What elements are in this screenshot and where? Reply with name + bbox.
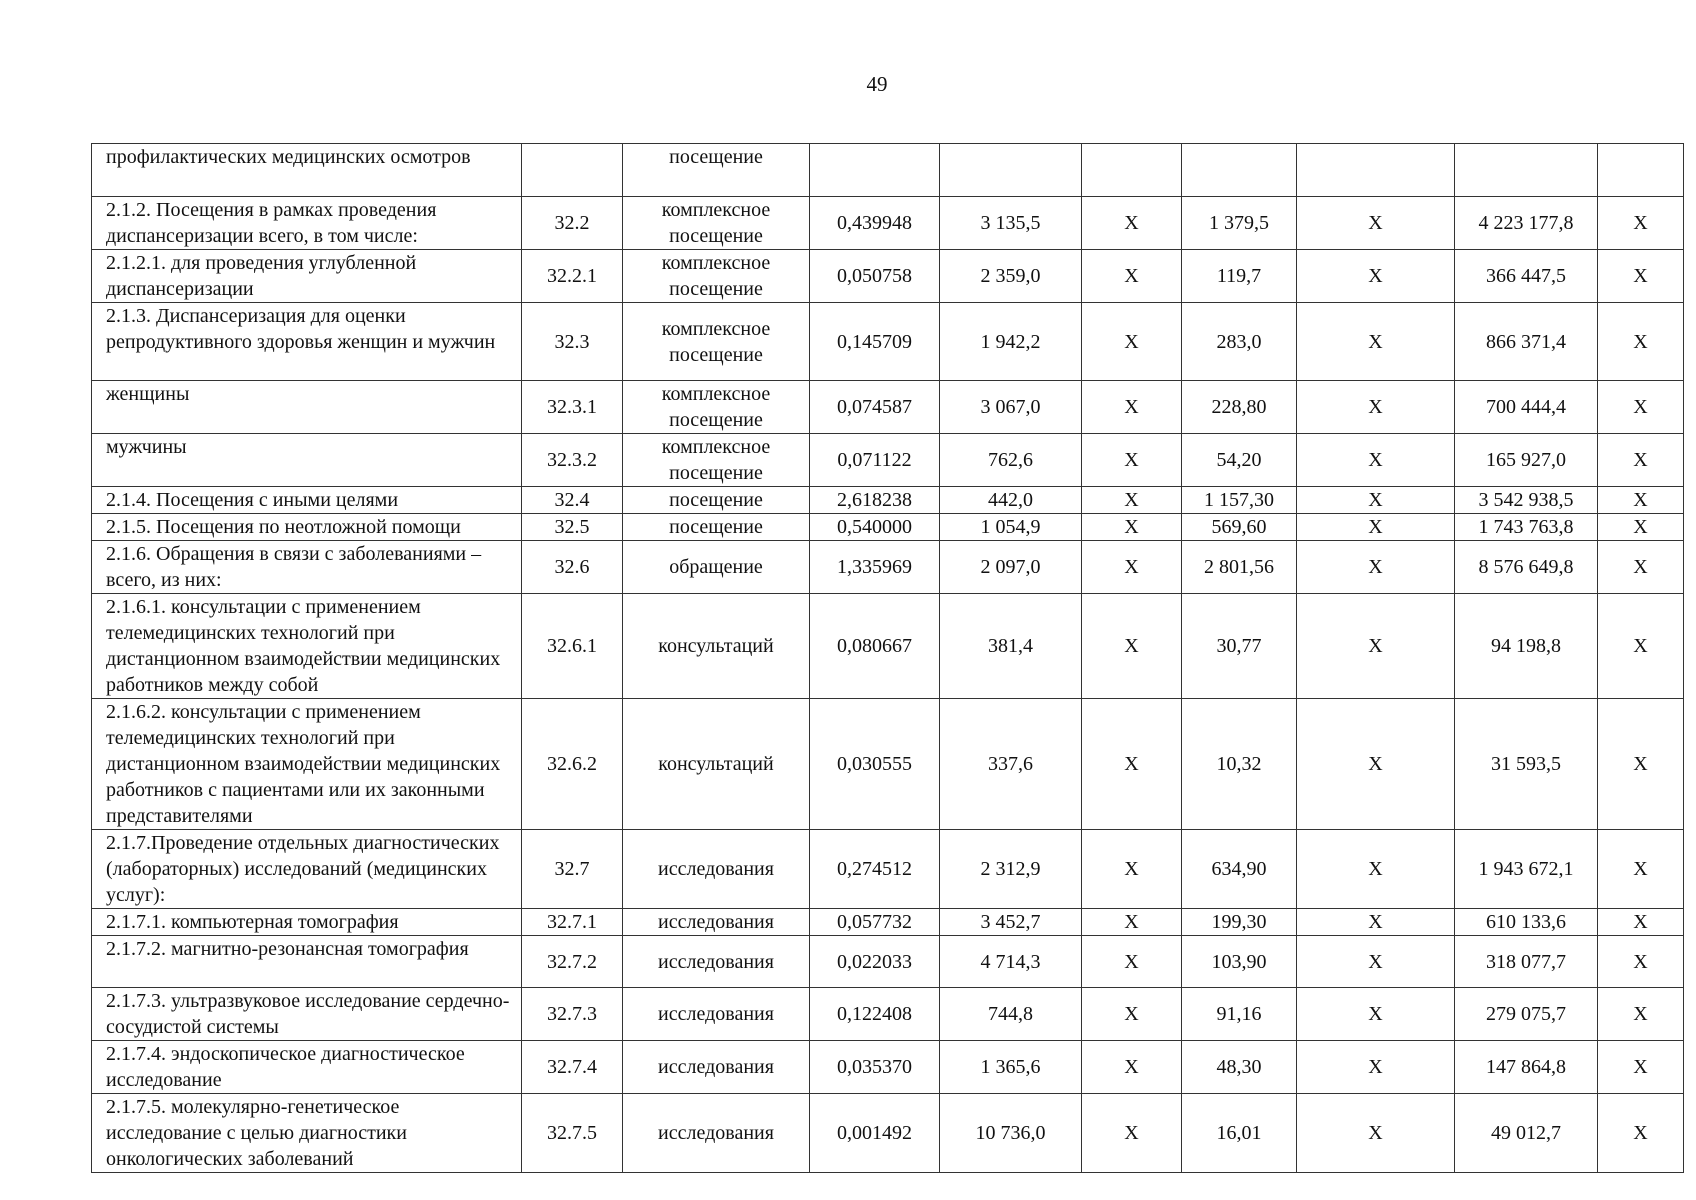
table-row (92, 250, 1684, 303)
row-value-cell: X (1598, 487, 1684, 514)
row-value-cell: 1 943 672,1 (1455, 830, 1598, 909)
row-value-cell: 49 012,7 (1455, 1094, 1598, 1173)
row-value-cell: X (1082, 699, 1182, 830)
row-value-cell: X (1082, 381, 1182, 434)
row-value-cell: 0,030555 (810, 699, 940, 830)
row-value-cell: X (1297, 909, 1455, 936)
row-value-cell: 700 444,4 (1455, 381, 1598, 434)
row-value-cell: 2 801,56 (1182, 541, 1297, 594)
row-code-cell: 32.7 (522, 830, 623, 909)
row-code-cell: 32.7.2 (522, 936, 623, 988)
row-unit-cell: комплексное посещение (623, 197, 810, 250)
row-value-cell: 442,0 (940, 487, 1082, 514)
table-row (92, 434, 1684, 487)
row-unit-cell: комплексное посещение (623, 250, 810, 303)
row-value-cell: 3 135,5 (940, 197, 1082, 250)
row-value-cell: 1 379,5 (1182, 197, 1297, 250)
row-value-cell: 16,01 (1182, 1094, 1297, 1173)
row-value-cell: 0,022033 (810, 936, 940, 988)
row-value-cell: 569,60 (1182, 514, 1297, 541)
row-value-cell: 0,035370 (810, 1041, 940, 1094)
row-unit-cell: обращение (623, 541, 810, 594)
row-value-cell: X (1598, 381, 1684, 434)
row-value-cell: 4 714,3 (940, 936, 1082, 988)
row-value-cell: X (1082, 988, 1182, 1041)
row-unit-cell: комплексное посещение (623, 381, 810, 434)
row-value-cell: X (1082, 250, 1182, 303)
row-unit-cell: исследования (623, 830, 810, 909)
row-value-cell: X (1297, 1094, 1455, 1173)
row-value-cell: 2 312,9 (940, 830, 1082, 909)
row-value-cell: X (1598, 514, 1684, 541)
row-name-cell: женщины (92, 381, 522, 434)
row-unit-cell: исследования (623, 1041, 810, 1094)
row-value-cell: X (1297, 514, 1455, 541)
row-code-cell: 32.3.1 (522, 381, 623, 434)
row-value-cell: 0,074587 (810, 381, 940, 434)
row-unit-cell: комплексное посещение (623, 303, 810, 381)
row-value-cell: X (1598, 250, 1684, 303)
row-value-cell: 3 067,0 (940, 381, 1082, 434)
row-value-cell (940, 144, 1082, 197)
row-value-cell: 94 198,8 (1455, 594, 1598, 699)
row-unit-cell: исследования (623, 909, 810, 936)
row-name-cell: 2.1.7.5. молекулярно-генетическое исследование с целью диагностики онкологических заболеваний (92, 1094, 522, 1173)
row-value-cell: 634,90 (1182, 830, 1297, 909)
row-value-cell: X (1598, 699, 1684, 830)
row-value-cell: X (1297, 381, 1455, 434)
table-row (92, 936, 1684, 988)
row-value-cell (1182, 144, 1297, 197)
row-code-cell (522, 144, 623, 197)
row-unit-cell: посещение (623, 144, 810, 197)
row-value-cell: 91,16 (1182, 988, 1297, 1041)
row-name-cell: 2.1.3. Диспансеризация для оценки репродуктивного здоровья женщин и мужчин (92, 303, 522, 381)
row-name-cell: мужчины (92, 434, 522, 487)
row-value-cell: 3 542 938,5 (1455, 487, 1598, 514)
row-name-cell: 2.1.7.2. магнитно-резонансная томография (92, 936, 522, 988)
row-value-cell: 2 097,0 (940, 541, 1082, 594)
row-value-cell: 744,8 (940, 988, 1082, 1041)
row-code-cell: 32.2 (522, 197, 623, 250)
row-value-cell: X (1082, 197, 1182, 250)
row-value-cell: 318 077,7 (1455, 936, 1598, 988)
row-name-cell: 2.1.6.2. консультации с применением телемедицинских технологий при дистанционном взаимодействии медицинских работников с пациентами или их законными представителями (92, 699, 522, 830)
row-value-cell: 1 942,2 (940, 303, 1082, 381)
row-name-cell: 2.1.7.1. компьютерная томография (92, 909, 522, 936)
row-code-cell: 32.7.1 (522, 909, 623, 936)
row-value-cell: 0,050758 (810, 250, 940, 303)
row-value-cell: X (1082, 1094, 1182, 1173)
row-value-cell: X (1082, 830, 1182, 909)
row-value-cell: X (1297, 988, 1455, 1041)
row-value-cell: 279 075,7 (1455, 988, 1598, 1041)
row-value-cell: X (1082, 514, 1182, 541)
table-row (92, 1094, 1684, 1173)
row-name-cell: 2.1.7.Проведение отдельных диагностических (лабораторных) исследований (медицинских услуг): (92, 830, 522, 909)
row-value-cell: 0,145709 (810, 303, 940, 381)
row-value-cell: X (1082, 434, 1182, 487)
row-value-cell (810, 144, 940, 197)
table-row (92, 303, 1684, 381)
row-value-cell: 103,90 (1182, 936, 1297, 988)
row-code-cell: 32.7.4 (522, 1041, 623, 1094)
row-value-cell: X (1297, 303, 1455, 381)
row-value-cell: 48,30 (1182, 1041, 1297, 1094)
row-code-cell: 32.6 (522, 541, 623, 594)
row-value-cell: 4 223 177,8 (1455, 197, 1598, 250)
row-value-cell: X (1598, 936, 1684, 988)
row-value-cell: 147 864,8 (1455, 1041, 1598, 1094)
row-name-cell: 2.1.7.3. ультразвуковое исследование сердечно-сосудистой системы (92, 988, 522, 1041)
row-code-cell: 32.6.1 (522, 594, 623, 699)
row-value-cell: X (1082, 487, 1182, 514)
row-name-cell: 2.1.4. Посещения с иными целями (92, 487, 522, 514)
row-value-cell: 1,335969 (810, 541, 940, 594)
row-value-cell: X (1598, 594, 1684, 699)
row-name-cell: 2.1.2. Посещения в рамках проведения диспансеризации всего, в том числе: (92, 197, 522, 250)
row-name-cell: 2.1.6.1. консультации с применением телемедицинских технологий при дистанционном взаимодействии медицинских работников между собой (92, 594, 522, 699)
row-code-cell: 32.7.5 (522, 1094, 623, 1173)
row-unit-cell: посещение (623, 514, 810, 541)
row-value-cell: 866 371,4 (1455, 303, 1598, 381)
row-value-cell (1455, 144, 1598, 197)
row-value-cell: X (1082, 594, 1182, 699)
row-value-cell: 31 593,5 (1455, 699, 1598, 830)
row-value-cell: 3 452,7 (940, 909, 1082, 936)
row-code-cell: 32.7.3 (522, 988, 623, 1041)
table-row (92, 487, 1684, 514)
row-value-cell: 0,071122 (810, 434, 940, 487)
row-value-cell: 8 576 649,8 (1455, 541, 1598, 594)
row-value-cell: 381,4 (940, 594, 1082, 699)
row-value-cell: X (1598, 303, 1684, 381)
table-row (92, 988, 1684, 1041)
row-value-cell: X (1082, 541, 1182, 594)
row-value-cell: 283,0 (1182, 303, 1297, 381)
row-value-cell (1082, 144, 1182, 197)
table-row (92, 699, 1684, 830)
table-row (92, 514, 1684, 541)
table-row (92, 197, 1684, 250)
row-name-cell: 2.1.6. Обращения в связи с заболеваниями – всего, из них: (92, 541, 522, 594)
page-number: 49 (866, 72, 888, 96)
row-value-cell: X (1082, 1041, 1182, 1094)
row-value-cell: 1 743 763,8 (1455, 514, 1598, 541)
row-value-cell: 199,30 (1182, 909, 1297, 936)
row-value-cell: 165 927,0 (1455, 434, 1598, 487)
row-code-cell: 32.5 (522, 514, 623, 541)
row-name-cell: 2.1.7.4. эндоскопическое диагностическое исследование (92, 1041, 522, 1094)
row-value-cell: 2 359,0 (940, 250, 1082, 303)
row-value-cell: X (1297, 541, 1455, 594)
row-value-cell: 30,77 (1182, 594, 1297, 699)
row-value-cell: 0,122408 (810, 988, 940, 1041)
row-code-cell: 32.3 (522, 303, 623, 381)
row-value-cell: X (1297, 487, 1455, 514)
table-row (92, 144, 1684, 197)
row-code-cell: 32.2.1 (522, 250, 623, 303)
data-table (91, 143, 1684, 1173)
row-unit-cell: исследования (623, 936, 810, 988)
row-value-cell: X (1297, 936, 1455, 988)
row-value-cell: 1 054,9 (940, 514, 1082, 541)
row-value-cell: X (1297, 699, 1455, 830)
table-row (92, 594, 1684, 699)
row-value-cell: X (1297, 197, 1455, 250)
row-value-cell: X (1598, 197, 1684, 250)
table-row (92, 909, 1684, 936)
row-value-cell: X (1082, 303, 1182, 381)
row-value-cell: 610 133,6 (1455, 909, 1598, 936)
row-value-cell: 0,274512 (810, 830, 940, 909)
row-value-cell: 54,20 (1182, 434, 1297, 487)
row-value-cell: X (1297, 594, 1455, 699)
row-unit-cell: посещение (623, 487, 810, 514)
row-unit-cell: исследования (623, 1094, 810, 1173)
row-value-cell: 0,057732 (810, 909, 940, 936)
row-value-cell: X (1082, 936, 1182, 988)
row-value-cell: 1 157,30 (1182, 487, 1297, 514)
row-value-cell: 762,6 (940, 434, 1082, 487)
row-value-cell: 0,540000 (810, 514, 940, 541)
table-row (92, 541, 1684, 594)
row-value-cell: 228,80 (1182, 381, 1297, 434)
row-value-cell: 366 447,5 (1455, 250, 1598, 303)
row-value-cell: 119,7 (1182, 250, 1297, 303)
row-value-cell: X (1598, 541, 1684, 594)
row-code-cell: 32.3.2 (522, 434, 623, 487)
row-value-cell: X (1598, 909, 1684, 936)
table-row (92, 381, 1684, 434)
row-value-cell: 0,439948 (810, 197, 940, 250)
row-value-cell: 10,32 (1182, 699, 1297, 830)
row-value-cell: 2,618238 (810, 487, 940, 514)
row-name-cell: 2.1.5. Посещения по неотложной помощи (92, 514, 522, 541)
row-value-cell: 337,6 (940, 699, 1082, 830)
row-code-cell: 32.6.2 (522, 699, 623, 830)
row-value-cell: X (1598, 988, 1684, 1041)
row-value-cell: X (1598, 1094, 1684, 1173)
row-unit-cell: консультаций (623, 699, 810, 830)
row-value-cell: 0,001492 (810, 1094, 940, 1173)
row-value-cell: X (1297, 1041, 1455, 1094)
row-value-cell (1598, 144, 1684, 197)
table-row (92, 830, 1684, 909)
row-value-cell: X (1082, 909, 1182, 936)
row-value-cell: X (1598, 830, 1684, 909)
row-value-cell: X (1598, 1041, 1684, 1094)
row-value-cell: X (1598, 434, 1684, 487)
row-value-cell: X (1297, 434, 1455, 487)
row-value-cell (1297, 144, 1455, 197)
row-unit-cell: консультаций (623, 594, 810, 699)
table-row (92, 1041, 1684, 1094)
row-unit-cell: исследования (623, 988, 810, 1041)
row-unit-cell: комплексное посещение (623, 434, 810, 487)
row-name-cell: профилактических медицинских осмотров (92, 144, 522, 197)
row-value-cell: 1 365,6 (940, 1041, 1082, 1094)
row-code-cell: 32.4 (522, 487, 623, 514)
row-value-cell: X (1297, 830, 1455, 909)
row-value-cell: 10 736,0 (940, 1094, 1082, 1173)
row-name-cell: 2.1.2.1. для проведения углубленной диспансеризации (92, 250, 522, 303)
row-value-cell: X (1297, 250, 1455, 303)
row-value-cell: 0,080667 (810, 594, 940, 699)
